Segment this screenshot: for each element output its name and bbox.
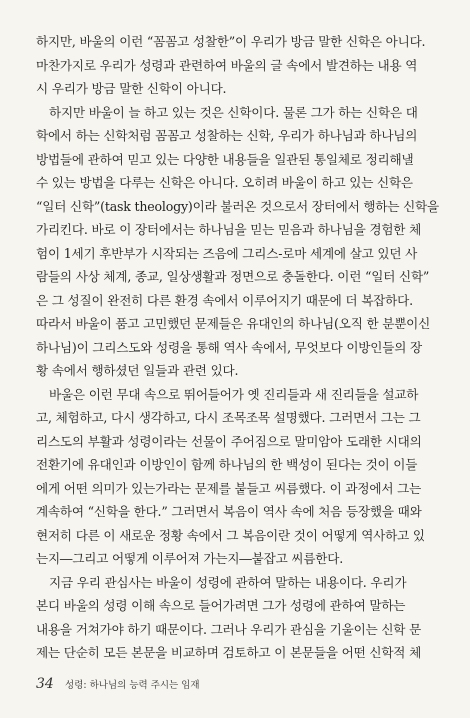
- text-line: 방법들에 관하여 믿고 있는 다양한 내용들을 일관된 통일체로 정리해낼: [36, 151, 414, 167]
- text-line: 가리킨다. 바로 이 장터에서는 하나님을 믿는 믿음과 하나님을 경험한 체: [36, 222, 422, 237]
- text-line: 제는 단순히 모든 본문을 비교하며 검토하고 이 본문들을 어떤 신학적 체: [36, 645, 422, 660]
- paragraph-1: [36, 30, 446, 101]
- paragraph-2: [36, 101, 446, 383]
- text-line: 람들의 사상 체계, 종교, 일상생활과 정면으로 충돌한다. 이런 “일터 신학”: [36, 269, 430, 284]
- text-line: 전환기에 유대인과 이방인이 함께 하나님의 한 백성이 된다는 것이 이들: [36, 457, 418, 472]
- page-footer: [36, 676, 200, 692]
- text-line: 하나님)이 그리스도와 성령을 통해 역사 속에서, 무엇보다 이방인들의 장: [36, 339, 422, 355]
- text-line: “일터 신학”(task theology)이라 불러온 것으로서 장터에서 행하는 신학을: [36, 198, 439, 214]
- text-line: 에게 어떤 의미가 있는가라는 문제를 붙들고 씨름했다. 이 과정에서 그는: [36, 480, 422, 496]
- text-line: 현저히 다른 이 새로운 정황 속에서 그 복음이란 것이 어떻게 역사하고 있: [36, 527, 425, 543]
- text-line: 바울은 이런 무대 속으로 뛰어들어가 옛 진리들과 새 진리들을 설교하: [49, 386, 419, 402]
- page-number: 34: [36, 676, 54, 692]
- paragraph-3: [36, 383, 446, 571]
- text-line: 하지만, 바울의 이런 “꼼꼼고 성찰한”이 우리가 방금 말한 신학은 아니다.: [36, 34, 426, 49]
- text-line: 본디 바울의 성령 이해 속으로 들어가려면 그가 성령에 관하여 말하는: [36, 598, 406, 613]
- text-line: 는지―그리고 어떻게 이루어져 가는지―붙잡고 씨름한다.: [36, 551, 344, 566]
- text-line: 시 우리가 방금 말한 신학이 아니다.: [36, 81, 227, 96]
- body-text: [36, 30, 446, 665]
- text-line: 학에서 하는 신학처럼 꼼꼼고 성찰하는 신학, 우리가 하나님과 하나님의: [36, 128, 418, 143]
- text-line: 지금 우리 관심사는 바울이 성령에 관하여 말하는 내용이다. 우리가: [49, 574, 407, 590]
- text-line: 계속하여 “신학을 한다.” 그러면서 복음이 역사 속에 처음 등장했을 때와: [36, 504, 422, 519]
- text-line: 따라서 바울이 품고 고민했던 문제들은 유대인의 하나님(오직 한 분뿐이신: [36, 316, 431, 331]
- text-line: 리스도의 부활과 성령이라는 선물이 주어짐으로 말미암아 도래한 시대의: [36, 433, 422, 449]
- text-line: 수 있는 방법을 다루는 신학은 아니다. 오히려 바울이 하고 있는 신학은: [36, 175, 413, 190]
- text-line: 내용을 거쳐가야 하기 때문이다. 그러나 우리가 관심을 기울이는 신학 문: [36, 621, 422, 637]
- text-line: 험이 1세기 후반부가 시작되는 즈음에 그리스-로마 세계에 살고 있던 사: [36, 245, 418, 261]
- text-line: 마찬가지로 우리가 성령과 관련하여 바울의 글 속에서 발견하는 내용 역: [36, 57, 418, 73]
- text-line: 하지만 바울이 늘 하고 있는 것은 신학이다. 물론 그가 하는 신학은 대: [49, 104, 418, 120]
- paragraph-4: [36, 571, 446, 665]
- text-line: 황 속에서 행하셨던 일들과 관련 있다.: [36, 363, 239, 378]
- text-line: 은 그 성질이 완전히 다른 환경 속에서 이루어지기 때문에 더 복잡하다.: [36, 292, 413, 308]
- text-line: 고, 체험하고, 다시 생각하고, 다시 조목조목 설명했다. 그러면서 그는 그: [36, 410, 421, 425]
- running-head: 성령: 하나님의 능력 주시는 임재: [65, 680, 200, 691]
